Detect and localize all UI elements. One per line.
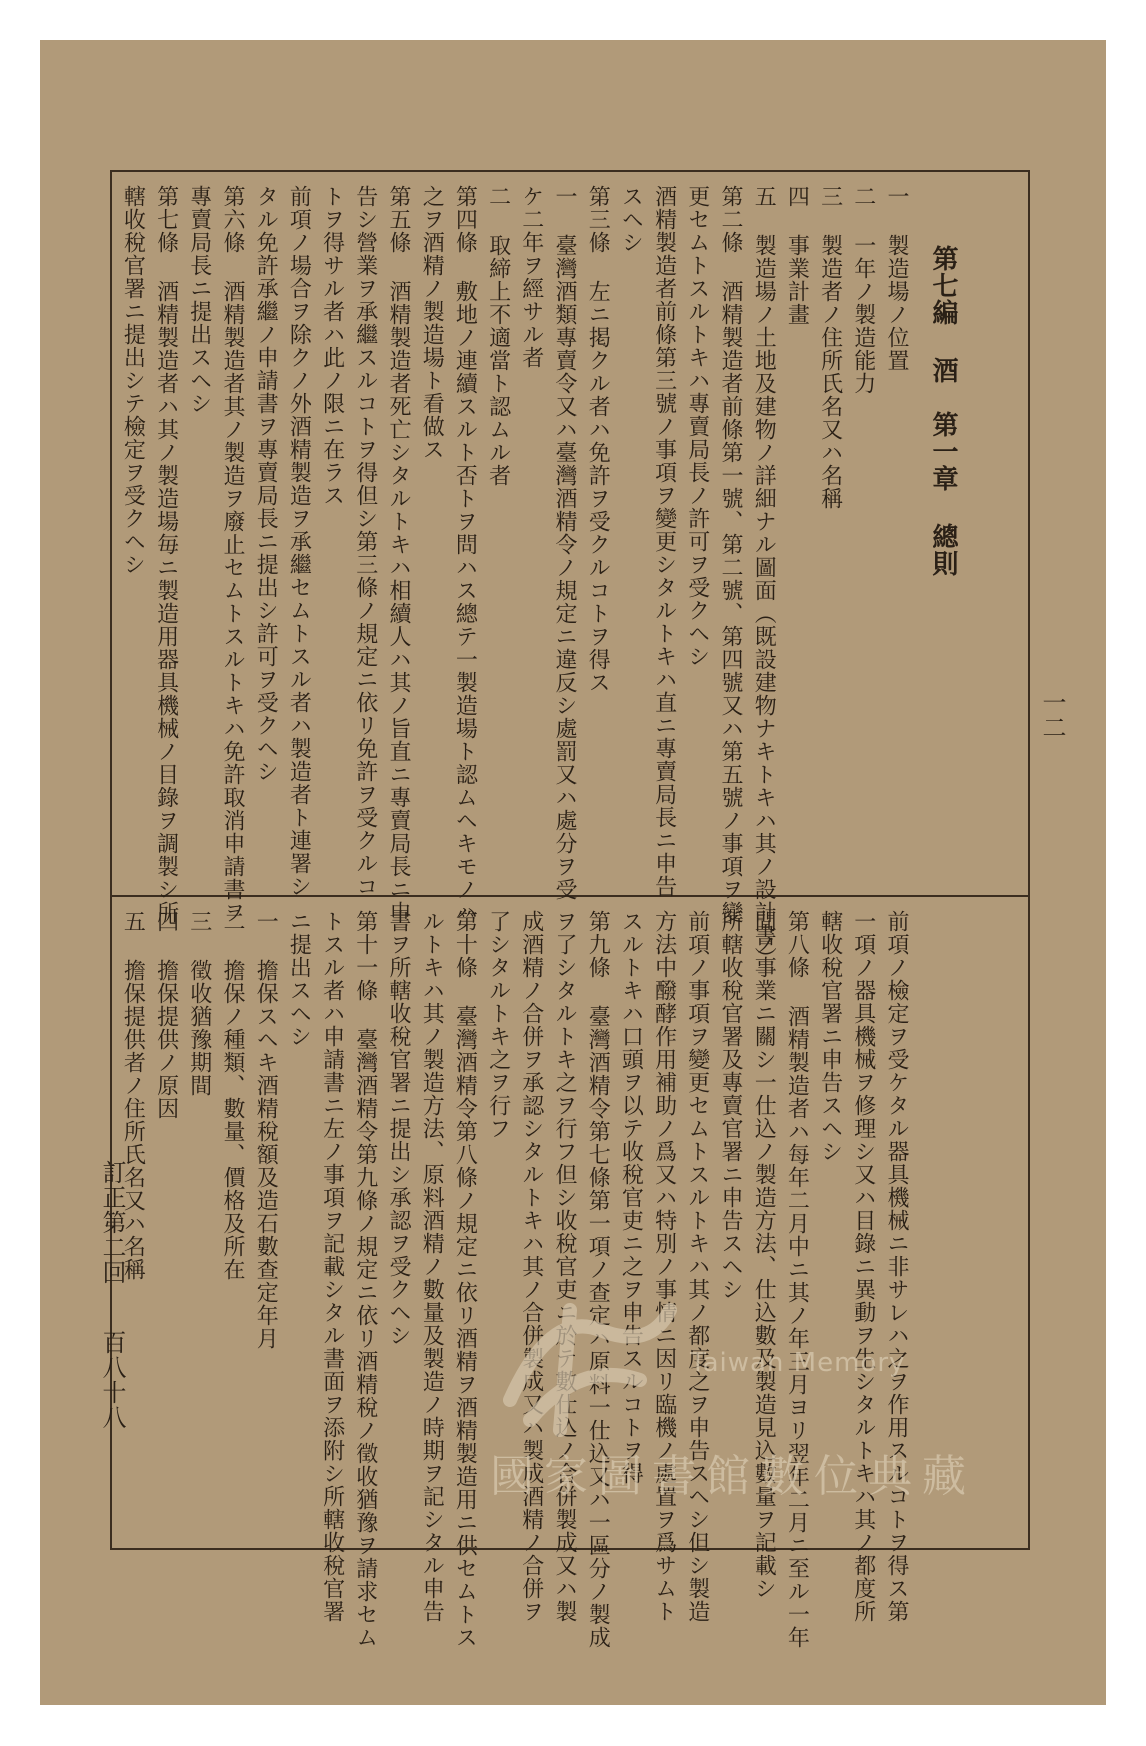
text-column: 了シタルトキ之ヲ行フ — [485, 910, 511, 1140]
text-column: 四 擔保提供ノ原因 — [153, 910, 179, 1120]
text-column: 三 徵收猶豫期間 — [186, 910, 212, 1097]
text-column: 所轄收稅官署及專賣官署ニ申告スヘシ — [718, 910, 743, 1301]
text-column: ヲ了シタルトキ之ヲ行フ但シ收稅官吏ニ於テ數仕込ノ合併製成又ハ製 — [552, 910, 577, 1623]
text-column: 第五條 酒精製造者死亡シタルトキハ相續人ハ其ノ旨直ニ專賣局長ニ申 — [386, 185, 411, 924]
text-column: 二 取締上不適當ト認ムル者 — [485, 185, 511, 487]
text-column: タル免許承繼ノ申請書ヲ專賣局長ニ提出シ許可ヲ受クヘシ — [253, 185, 279, 783]
text-column: 前項ノ檢定ヲ受ケタル器具機械ニ非サレハ之ヲ作用スルコトヲ得ス第 — [884, 910, 909, 1623]
text-column: スルトキハ口頭ヲ以テ收稅官吏ニ之ヲ申告スルコトヲ得 — [618, 910, 644, 1485]
text-column: 二 擔保ノ種類、數量、價格及所在 — [220, 910, 245, 1281]
page-number-bottom: 百八十八 — [98, 1330, 126, 1430]
text-column: 轄收稅官署ニ提出シテ檢定ヲ受クヘシ — [120, 185, 146, 576]
text-column: 第二條 酒精製造者前條第一號、第二號、第四號又ハ第五號ノ事項ヲ變 — [718, 185, 743, 924]
text-column: 五 製造場ノ土地及建物ノ詳細ナル圖面（既設建物ナキトキハ其ノ設計書） — [751, 185, 777, 970]
text-column: 第八條 酒精製造者ハ每年二月中ニ其ノ年三月ヨリ翌年二月ニ至ル一年 — [784, 910, 810, 1649]
text-column: 第十條 臺灣酒精令第八條ノ規定ニ依リ酒精ヲ酒精製造用ニ供セムトス — [452, 910, 478, 1649]
page-header: 第七編 酒 第一章 總則 — [928, 245, 958, 577]
page-number-top: 一二 — [1038, 690, 1066, 740]
text-column: 第九條 臺灣酒精令第七條第一項ノ查定ハ原料一仕込又ハ一區分ノ製成 — [585, 910, 611, 1649]
text-column: スヘシ — [618, 185, 644, 254]
text-column: 告シ營業ヲ承繼スルコトヲ得但シ第三條ノ規定ニ依リ免許ヲ受クルコ — [352, 185, 378, 898]
text-column: 五 擔保提供者ノ住所氏名又ハ名稱 — [120, 910, 146, 1281]
text-column: トスル者ハ申請書ニ左ノ事項ヲ記載シタル書面ヲ添附シ所轄收稅官署 — [319, 910, 345, 1623]
text-column: 更セムトスルトキハ專賣局長ノ許可ヲ受クヘシ — [684, 185, 710, 668]
text-column: 四 事業計畫 — [784, 185, 810, 326]
text-column: 前項ノ事項ヲ變更セムトスルトキハ其ノ都度之ヲ申告スヘシ但シ製造 — [684, 910, 710, 1623]
text-column: 間ノ事業ニ關シ一仕込ノ製造方法、仕込數及製造見込數量ヲ記載シ — [751, 910, 777, 1600]
text-column: 三 製造者ノ住所氏名又ハ名稱 — [817, 185, 843, 510]
text-column: ニ提出スヘシ — [286, 910, 312, 1048]
text-column: 書ヲ所轄收稅官署ニ提出シ承認ヲ受クヘシ — [386, 910, 411, 1347]
text-column: 成酒精ノ合併ヲ承認シタルトキハ其ノ合併製成又ハ製成酒精ノ合併ヲ — [518, 910, 544, 1623]
text-column: 專賣局長ニ提出スヘシ — [186, 185, 212, 415]
text-column: 前項ノ場合ヲ除クノ外酒精製造ヲ承繼セムトスル者ハ製造者ト連署シ — [286, 185, 312, 898]
revision-note: 訂正第二回 — [98, 1160, 126, 1285]
watermark-chinese: 國家圖書館數位典藏 — [490, 1451, 976, 1502]
text-column: 第七條 酒精製造者ハ其ノ製造場毎ニ製造用器具機械ノ目錄ヲ調製シ所 — [153, 185, 179, 924]
text-column: 酒精製造者前條第三號ノ事項ヲ變更シタルトキハ直ニ專賣局長ニ申告 — [651, 185, 677, 898]
text-column: 第十一條 臺灣酒精令第九條ノ規定ニ依リ酒精稅ノ徵收猶豫ヲ請求セム — [352, 910, 378, 1649]
text-column: 第六條 酒精製造者其ノ製造ヲ廢止セムトスルトキハ免許取消申請書ヲ — [220, 185, 245, 924]
text-column: 一 臺灣酒類專賣令又ハ臺灣酒精令ノ規定ニ違反シ處罰又ハ處分ヲ受 — [552, 185, 577, 901]
watermark-english: Taiwan Memory — [690, 1348, 906, 1378]
text-column: 二 一年ノ製造能力 — [850, 185, 876, 395]
text-column: 轄收稅官署ニ申告スヘシ — [817, 910, 843, 1163]
taiwan-memory-logo-icon — [490, 1290, 680, 1440]
text-column: 第三條 左ニ掲クル者ハ免許ヲ受クルコトヲ得ス — [585, 185, 611, 694]
text-column: ケ二年ヲ經サル者 — [518, 185, 544, 369]
text-column: 一 製造場ノ位置 — [884, 185, 909, 372]
text-column: 一 擔保スヘキ酒精稅額及造石數查定年月 — [253, 910, 279, 1350]
text-column: 之ヲ酒精ノ製造場ト看做ス — [419, 185, 445, 461]
watermark — [490, 1290, 1050, 1502]
text-column: 第四條 敷地ノ連續スルト否トヲ問ハス總テ一製造場ト認ムヘキモノハ — [452, 185, 478, 924]
text-column: 方法中醱酵作用補助ノ爲又ハ特別ノ事情ニ因リ臨機ノ處置ヲ爲サムト — [651, 910, 677, 1623]
text-column: トヲ得サル者ハ此ノ限ニ在ラス — [319, 185, 345, 507]
text-column: ルトキハ其ノ製造方法、原料酒精ノ數量及製造ノ時期ヲ記シタル申告 — [419, 910, 445, 1623]
text-column: 一項ノ器具機械ヲ修理シ又ハ目錄ニ異動ヲ生シタルトキハ其ノ都度所 — [850, 910, 876, 1623]
